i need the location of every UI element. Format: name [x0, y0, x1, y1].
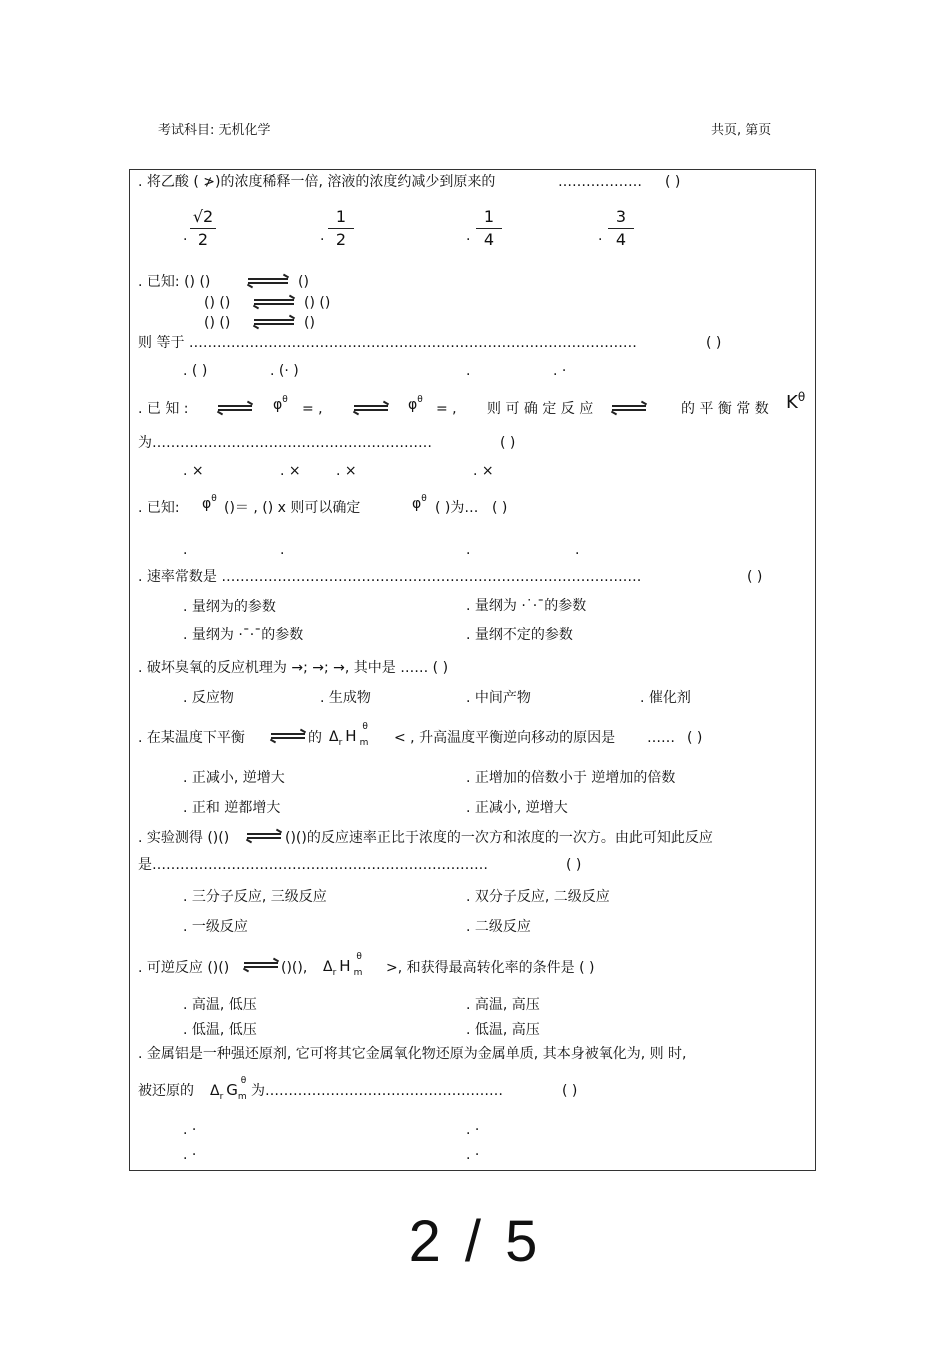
delta-r-g-m-symbol: $\Delta_r$ $G_m^\theta$ — [210, 1076, 247, 1102]
q5-opt-c: . 量纲为 ·ˉ·ˉ的参数 — [183, 627, 304, 643]
q3-label: . 已 知 : — [138, 401, 189, 417]
q4-label: . 已知: — [138, 500, 180, 516]
q5-opt-b: . 量纲为 ·˙·ˉ的参数 — [466, 598, 587, 614]
q2-line3b: () — [304, 315, 315, 331]
q1-opt-c-fraction — [476, 208, 502, 249]
q1-paren: ( ) — [665, 174, 681, 190]
q10-line2-label: 被还原的 — [138, 1083, 194, 1099]
q7-stem: . 在某温度下平衡 — [138, 730, 245, 746]
q9-cond: >, 和获得最高转化率的条件是 ( ) — [386, 960, 595, 976]
phi-symbol: $\varphi^\theta$ — [273, 395, 288, 413]
q1-opt-b-den: 2 — [335, 230, 347, 249]
q7-of: 的 — [308, 730, 322, 746]
q3-opt-a: . × — [183, 463, 204, 479]
q4-opt-a: . — [183, 542, 188, 558]
q8-opt-c: . 一级反应 — [183, 919, 248, 935]
q9-opt-b: . 高温, 高压 — [466, 997, 540, 1013]
q1-opt-d-den: 4 — [615, 230, 627, 249]
q2-opt-d: . · — [553, 363, 567, 379]
q8-stem: . 实验测得 ()() — [138, 830, 230, 846]
q10-opt-d: . · — [466, 1147, 480, 1163]
equilibrium-arrow-icon — [271, 733, 305, 739]
q1-stem: . 将乙酸 ( ≯)的浓度稀释一倍, 溶液的浓度约减少到原来的 — [138, 174, 496, 190]
q6-stem: . 破坏臭氧的反应机理为 →; →; →, 其中是 …… ( ) — [138, 660, 449, 676]
q7-opt-a: . 正减小, 逆增大 — [183, 770, 285, 786]
equilibrium-arrow-icon — [218, 405, 252, 411]
q3-constant: 的 平 衡 常 数 — [681, 401, 769, 417]
q1-dots: ……………… — [558, 174, 642, 190]
question-box — [129, 169, 816, 1171]
q3-opt-d: . × — [473, 463, 494, 479]
q6-opt-a: . 反应物 — [183, 690, 234, 706]
q1-opt-a-den: 2 — [197, 230, 209, 249]
q1-opt-b-fraction — [328, 208, 354, 249]
equilibrium-arrow-icon — [254, 299, 294, 305]
q5-stem: . 速率常数是 ……………………………………………………………………………… — [138, 569, 642, 585]
q9-opt-a: . 高温, 低压 — [183, 997, 257, 1013]
q1-opt-c-den: 4 — [483, 230, 495, 249]
q1-opt-c-prefix: . — [466, 228, 471, 244]
q8-paren: ( ) — [566, 857, 582, 873]
exam-subject: 考试科目: 无机化学 — [158, 123, 271, 138]
q4-tail: ( )为… — [435, 500, 479, 516]
q8-stem-cont: ()()的反应速率正比于浓度的一次方和浓度的一次方。由此可知此反应 — [285, 830, 713, 846]
q1-opt-a-prefix: . — [183, 228, 188, 244]
q7-opt-b: . 正增加的倍数小于 逆增加的倍数 — [466, 770, 676, 786]
equilibrium-arrow-icon — [247, 833, 281, 839]
k-theta-symbol: $K^\theta$ — [786, 390, 806, 413]
q1-opt-c-num: 1 — [483, 207, 495, 226]
q7-opt-d: . 正减小, 逆增大 — [466, 800, 568, 816]
q2-paren: ( ) — [706, 335, 722, 351]
q5-opt-a: . 量纲为的参数 — [183, 599, 276, 615]
q9-stem-cont: ()(), — [281, 960, 308, 976]
q4-opt-b: . — [280, 542, 285, 558]
q7-paren: ( ) — [687, 730, 703, 746]
q3-line2: 为…………………………………………………… — [138, 435, 432, 451]
q7-opt-c: . 正和 逆都增大 — [183, 800, 281, 816]
q3-eq1: = , — [302, 401, 323, 417]
page-number: 2 / 5 — [408, 1209, 542, 1274]
q1-opt-d-num: 3 — [615, 207, 627, 226]
q4-given: ()＝ , () ⅹ 则可以确定 — [224, 500, 361, 516]
q10-paren: ( ) — [562, 1083, 578, 1099]
q2-line2b: () () — [304, 295, 331, 311]
q6-opt-c: . 中间产物 — [466, 690, 531, 706]
equilibrium-arrow-icon — [612, 405, 646, 411]
equilibrium-arrow-icon — [244, 962, 278, 968]
q6-opt-d: . 催化剂 — [640, 690, 691, 706]
q3-eq2: = , — [436, 401, 457, 417]
q8-opt-a: . 三分子反应, 三级反应 — [183, 889, 327, 905]
q1-opt-b-prefix: . — [320, 228, 325, 244]
q2-line3a: () () — [204, 315, 231, 331]
q9-opt-d: . 低温, 高压 — [466, 1022, 540, 1038]
q1-opt-b-num: 1 — [335, 207, 347, 226]
phi-symbol: $\varphi^\theta$ — [408, 395, 423, 413]
q4-paren: ( ) — [492, 500, 508, 516]
q5-paren: ( ) — [747, 569, 763, 585]
q8-line2: 是……………………………………………………………… — [138, 857, 488, 873]
delta-r-h-m-symbol: $\Delta_r$ H $_m^\theta$ — [329, 722, 369, 748]
q1-opt-a-num: √2 — [192, 207, 214, 226]
q3-paren: ( ) — [500, 435, 516, 451]
phi-symbol: $\varphi^\theta$ — [202, 494, 217, 512]
q10-opt-c: . · — [183, 1147, 197, 1163]
phi-symbol: $\varphi^\theta$ — [412, 494, 427, 512]
q2-opt-b: . (· ) — [270, 363, 299, 379]
delta-r-h-m-symbol: $\Delta_r$ H $_m^\theta$ — [323, 952, 363, 978]
q7-cond: < , 升高温度平衡逆向移动的原因是 — [394, 730, 616, 746]
q3-opt-b: . × — [280, 463, 301, 479]
q9-opt-c: . 低温, 低压 — [183, 1022, 257, 1038]
q9-stem: . 可逆反应 ()() — [138, 960, 230, 976]
q10-opt-b: . · — [466, 1122, 480, 1138]
q2-line2a: () () — [204, 295, 231, 311]
q4-opt-d: . — [575, 542, 580, 558]
q8-opt-b: . 双分子反应, 二级反应 — [466, 889, 610, 905]
page-info: 共页, 第页 — [711, 123, 772, 138]
equilibrium-arrow-icon — [354, 405, 388, 411]
q3-determine: 则 可 确 定 反 应 — [487, 401, 594, 417]
q2-opt-a: . ( ) — [183, 363, 208, 379]
q1-opt-d-prefix: . — [598, 228, 603, 244]
q2-line1a: . 已知: () () — [138, 274, 211, 290]
equilibrium-arrow-icon — [248, 278, 288, 284]
q7-dots: …… — [647, 730, 675, 746]
q2-opt-c: . — [466, 363, 471, 379]
q3-opt-c: . × — [336, 463, 357, 479]
q1-opt-a-fraction — [190, 208, 216, 249]
q10-opt-a: . · — [183, 1122, 197, 1138]
q2-line1b: () — [298, 274, 309, 290]
equilibrium-arrow-icon — [254, 319, 294, 325]
q10-line1: . 金属铝是一种强还原剂, 它可将其它金属氧化物还原为金属单质, 其本身被氧化为, 则 时, — [138, 1046, 687, 1062]
q6-opt-b: . 生成物 — [320, 690, 371, 706]
q10-line2-tail: 为…………………………………………… — [251, 1083, 503, 1099]
q1-opt-d-fraction — [608, 208, 634, 249]
q2-line4: 则 等于 …………………………………………………………………………………… — [138, 335, 637, 351]
q4-opt-c: . — [466, 542, 471, 558]
q5-opt-d: . 量纲不定的参数 — [466, 627, 573, 643]
q8-opt-d: . 二级反应 — [466, 919, 531, 935]
